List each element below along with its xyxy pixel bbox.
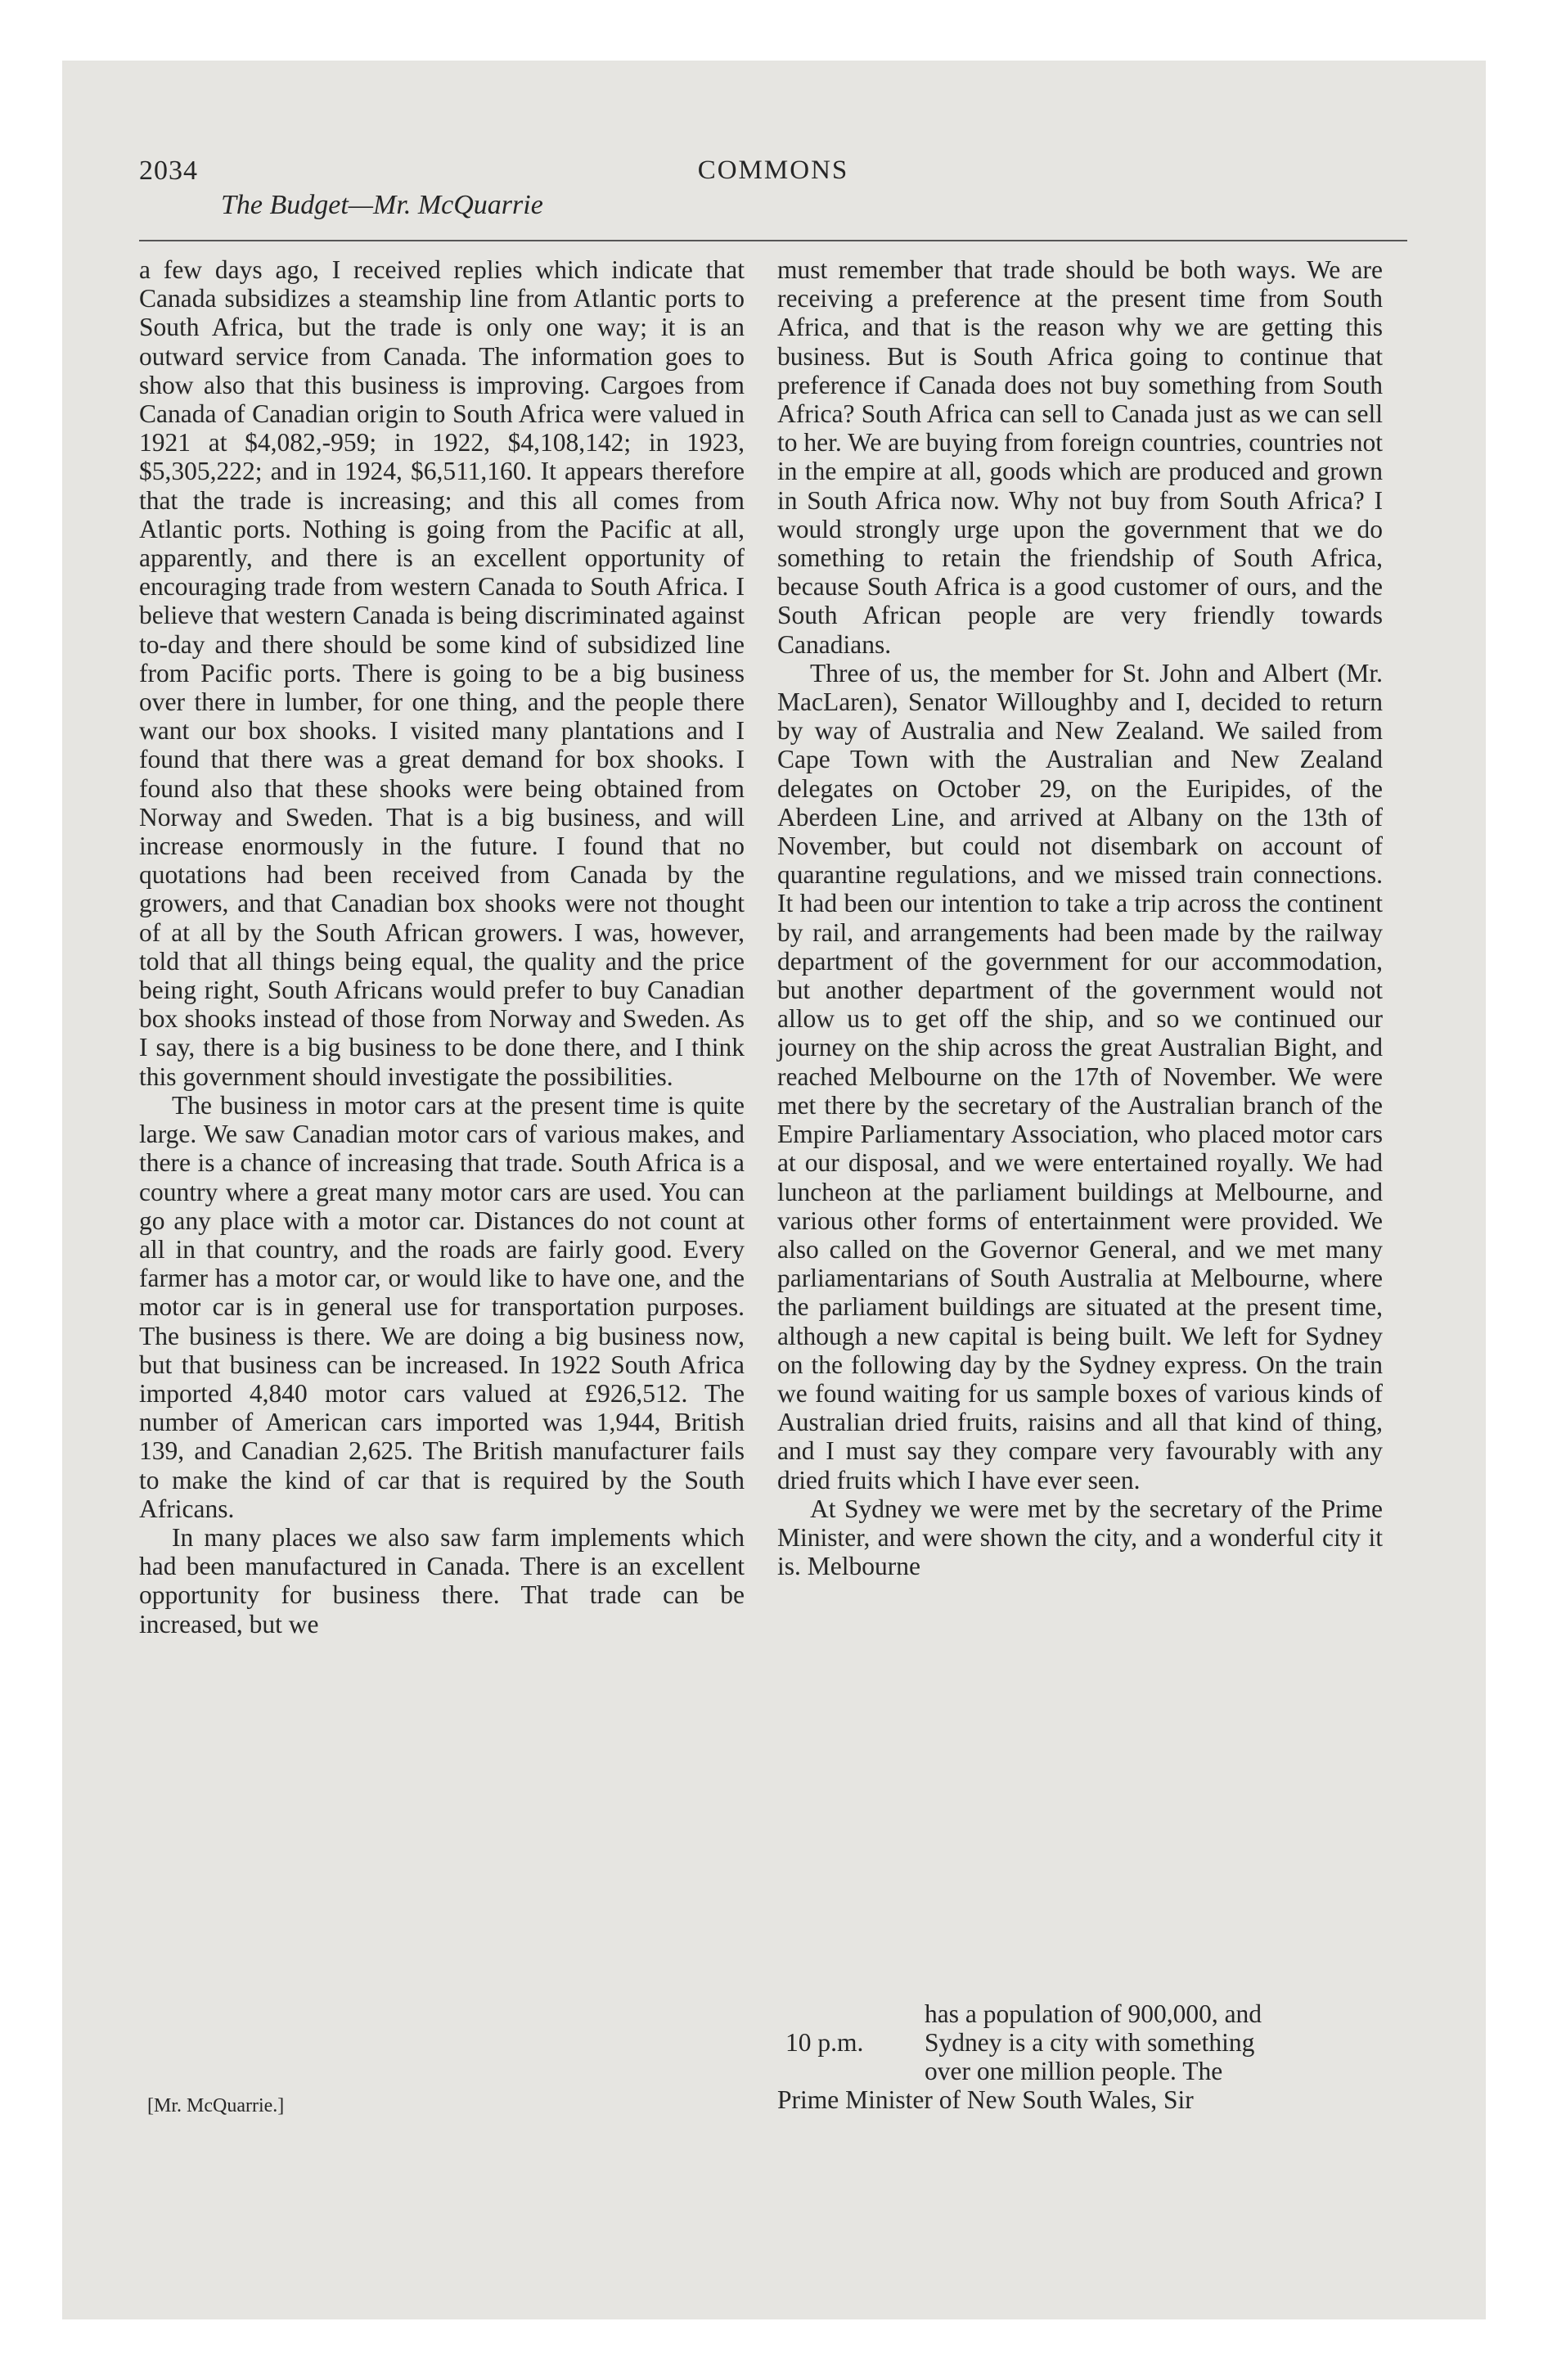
section-title: COMMONS — [697, 156, 849, 185]
paragraph: In many places we also saw farm implements which had been manufactured in Canada. There is an excellent opportunity for business there. That trade can be increased, but we — [139, 1522, 745, 1639]
paragraph: Three of us, the member for St. John and Albert (Mr. MacLaren), Senator Willoughby and I, decided to return by way of Australia and New Zealand. We sailed from Cape Town with the Australian and New Zealand delegates on October 29, on the Euripides, of the Aberdeen Line, and arrived at Albany on the 13th of November, but could not disembark on account of quarantine regulations, and we missed train connections. It had been our intention to take a trip across the continent by rail, and arrangements had been made by the railway department of the government for our accommodation, but another department of the government would not allow us to get off the ship, and so we continued our journey on the ship across the great Australian Bight, and reached Melbourne on the 17th of November. We were met there by the secretary of the Australian branch of the Empire Parliamentary Association, who placed motor cars at our disposal, and we were entertained royally. We had luncheon at the parliament buildings at Melbourne, and various other forms of entertainment were provided. We also called on the Governor General, and we met many parliamentarians of South Australia at Melbourne, where the parliament buildings are situated at the present time, although a new capital is being built. We left for Sydney on the following day by the Sydney express. On the train we found waiting for us sample boxes of various kinds of Australian dried fruits, raisins and all that kind of thing, and I must say they compare very favourably with any dried fruits which I have ever seen. — [777, 658, 1383, 1494]
tail-line: Sydney is a city with something — [925, 2028, 1255, 2057]
running-head: The Budget—Mr. McQuarrie — [221, 190, 543, 220]
paragraph: must remember that trade should be both ways. We are receiving a preference at the present time from South Africa, and that is the reason why we are getting this business. But is South Africa going to continue that preference if Canada does not buy something from South Africa? South Africa can sell to Canada just as we can sell to her. We are buying from foreign countries, countries not in the empire at all, goods which are produced and grown in South Africa now. Why not buy from South Africa? I would strongly urge upon the government that we do something to retain the friendship of South Africa, because South Africa is a good customer of ours, and the South African people are very friendly towards Canadians. — [777, 255, 1383, 659]
header-rule — [139, 240, 1407, 241]
page-header — [139, 156, 1407, 246]
paragraph: The business in motor cars at the present time is quite large. We saw Canadian motor cars of various makes, and there is a chance of increasing that trade. South Africa is a country where a great many motor cars are used. You can go any place with a motor car. Distances do not count at all in that country, and the roads are fairly good. Every farmer has a motor car, or would like to have one, and the motor car is in general use for transportation purposes. The business is there. We are doing a big business now, but that business can be increased. In 1922 South Africa imported 4,840 motor cars valued at £926,512. The number of American cars imported was 1,944, British 139, and Canadian 2,625. The British manufacturer fails to make the kind of car that is required by the South Africans. — [139, 1090, 745, 1523]
right-column — [777, 255, 1383, 1580]
tail-line: over one million people. The — [925, 2057, 1223, 2085]
paragraph: a few days ago, I received replies which indicate that Canada subsidizes a steamship line from Atlantic ports to South Africa, but the trade is only one way; it is an outward service from Canada. The information goes to show also that this business is improving. Cargoes from Canada of Canadian origin to South Africa were valued in 1921 at $4,082,-959; in 1922, $4,108,142; in 1923, $5,305,222; and in 1924, $6,511,160. It appears therefore that the trade is increasing; and this all comes from Atlantic ports. Nothing is going from the Pacific at all, apparently, and there is an excellent opportunity of encouraging trade from western Canada to South Africa. I believe that western Canada is being discriminated against to-day and there should be some kind of subsidized line from Pacific ports. There is going to be a big business over there in lumber, for one thing, and the people there want our box shooks. I visited many plantations and I found that there was a great demand for box shooks. I found also that these shooks were being obtained from Norway and Sweden. That is a big business, and will increase enormously in the future. I found that no quotations had been received from Canada by the growers, and that Canadian box shooks were not thought of at all by the South African growers. I was, however, told that all things being equal, the quality and the price being right, South Africans would prefer to buy Canadian box shooks instead of those from Norway and Sweden. As I say, there is a big business to be done there, and I think this government should investigate the possibilities. — [139, 255, 745, 1091]
page-number: 2034 — [139, 156, 198, 186]
tail-line: Prime Minister of New South Wales, Sir — [777, 2085, 1194, 2114]
speaker-note: [Mr. McQuarrie.] — [147, 2095, 285, 2116]
margin-time-note: 10 p.m. — [785, 2028, 864, 2057]
paragraph: At Sydney we were met by the secretary of the Prime Minister, and were shown the city, and a wonderful city it is. Melbourne — [777, 1494, 1383, 1581]
tail-line: has a population of 900,000, and — [925, 1999, 1262, 2028]
left-column — [139, 255, 745, 1639]
